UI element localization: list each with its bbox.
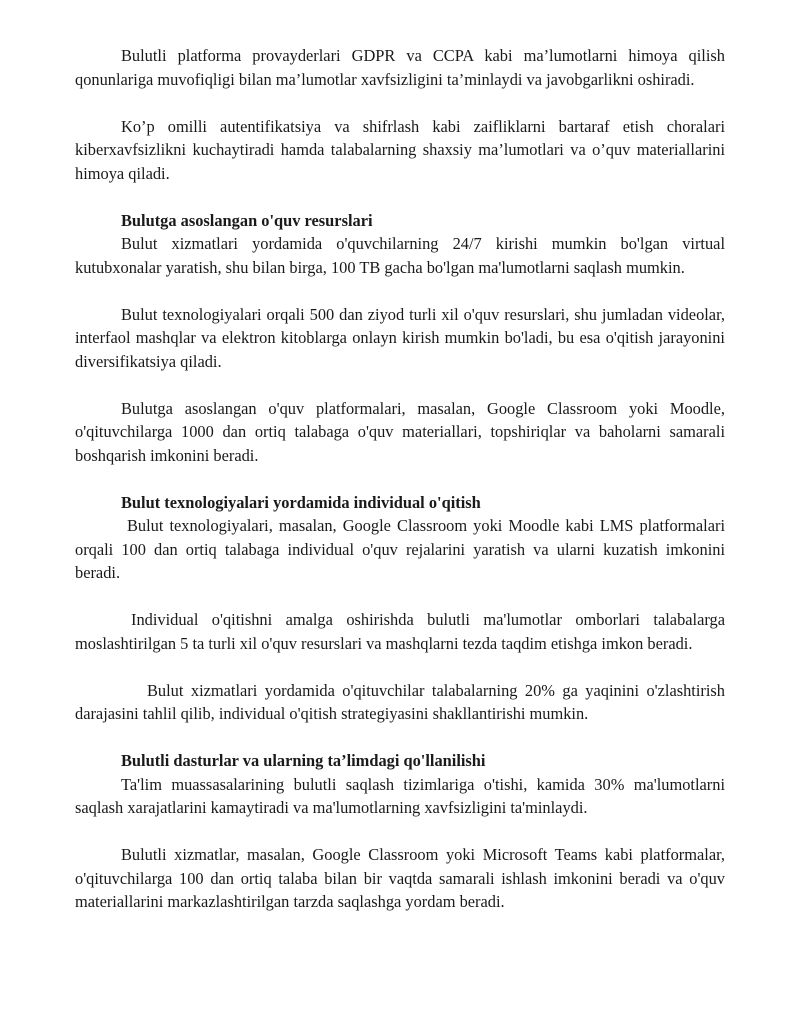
paragraph-cloud-databases: Individual o'qitishni amalga oshirishda bulutli ma'lumotlar omborlari talabalarga moslashtirilgan 5 ta turli xil o'quv resurslari va mashqlarni tezda taqdim etishga imkon beradi. (75, 610, 725, 653)
heading-cloud-applications: Bulutli dasturlar va ularning ta’limdagi qo'llanilishi (121, 751, 486, 770)
heading-individual-learning: Bulut texnologiyalari yordamida individual o'qitish (121, 492, 481, 512)
paragraph-lms-platforms: Bulut texnologiyalari, masalan, Google Classroom yoki Moodle kabi LMS platformalari orqali 100 dan ortiq talabaga individual o'quv rejalarini yaratish va ularni kuzatish imkonini beradi. (75, 516, 725, 582)
paragraph-spacer (75, 91, 725, 115)
paragraph-spacer (75, 467, 725, 491)
paragraph-learning-platforms: Bulutga asoslangan o'quv platformalari, masalan, Google Classroom yoki Moodle, o'qituvchilarga 1000 dan ortiq talabaga o'quv materiallari, topshiriqlar va baholarni samarali boshqarish imkonini beradi. (75, 398, 725, 465)
paragraph-storage-costs: Ta'lim muassasalarining bulutli saqlash tizimlariga o'tishi, kamida 30% ma'lumotlarni saqlash xarajatlarini kamaytiradi va ma'lumotlarning xavfsizligini ta'minlaydi. (75, 774, 725, 817)
paragraph-spacer (75, 279, 725, 303)
paragraph-learning-resources: Bulut texnologiyalari orqali 500 dan ziyod turli xil o'quv resurslari, shu jumladan videolar, interfaol mashqlar va elektron kitoblarga onlayn kirish mumkin bo'ladi, bu esa o'qitish jarayonini diversifikatsiya qiladi. (75, 304, 725, 371)
paragraph-spacer (75, 820, 725, 844)
paragraph-spacer (75, 655, 725, 679)
paragraph-gdpr-compliance: Bulutli platforma provayderlari GDPR va CCPA kabi ma’lumotlarni himoya qilish qonunlariga muvofiqligi bilan ma’lumotlar xavfsizligini ta’minlaydi va javobgarlikni oshiradi. (75, 46, 725, 89)
paragraph-spacer (75, 373, 725, 397)
paragraph-spacer (75, 585, 725, 609)
paragraph-virtual-libraries: Bulut xizmatlari yordamida o'quvchilarning 24/7 kirishi mumkin bo'lgan virtual kutubxonalar yaratish, shu bilan birga, 100 TB gacha bo'lgan ma'lumotlarni saqlash mumkin. (75, 234, 725, 277)
paragraph-teacher-analysis: Bulut xizmatlari yordamida o'qituvchilar talabalarning 20% ga yaqinini o'zlashtirish darajasini tahlil qilib, individual o'qitish strategiyasini shakllantirishi mumkin. (75, 680, 725, 723)
document-page (75, 44, 725, 914)
heading-cloud-resources: Bulutga asoslangan o'quv resurslari (121, 210, 373, 230)
paragraph-spacer (75, 726, 725, 750)
paragraph-spacer (75, 185, 725, 209)
paragraph-collaboration-platforms: Bulutli xizmatlar, masalan, Google Classroom yoki Microsoft Teams kabi platformalar, o'qituvchilarga 100 dan ortiq talaba bilan bir vaqtda samarali ishlash imkonini beradi va o'quv materiallarini markazlashtirilgan tarzda saqlashga yordam beradi. (75, 845, 725, 911)
paragraph-cybersecurity: Ko’p omilli autentifikatsiya va shifrlash kabi zaifliklarni bartaraf etish choralari kiberxavfsizlikni kuchaytiradi hamda talabalarning shaxsiy ma’lumotlari va o’quv materiallarini himoya qiladi. (75, 116, 725, 183)
